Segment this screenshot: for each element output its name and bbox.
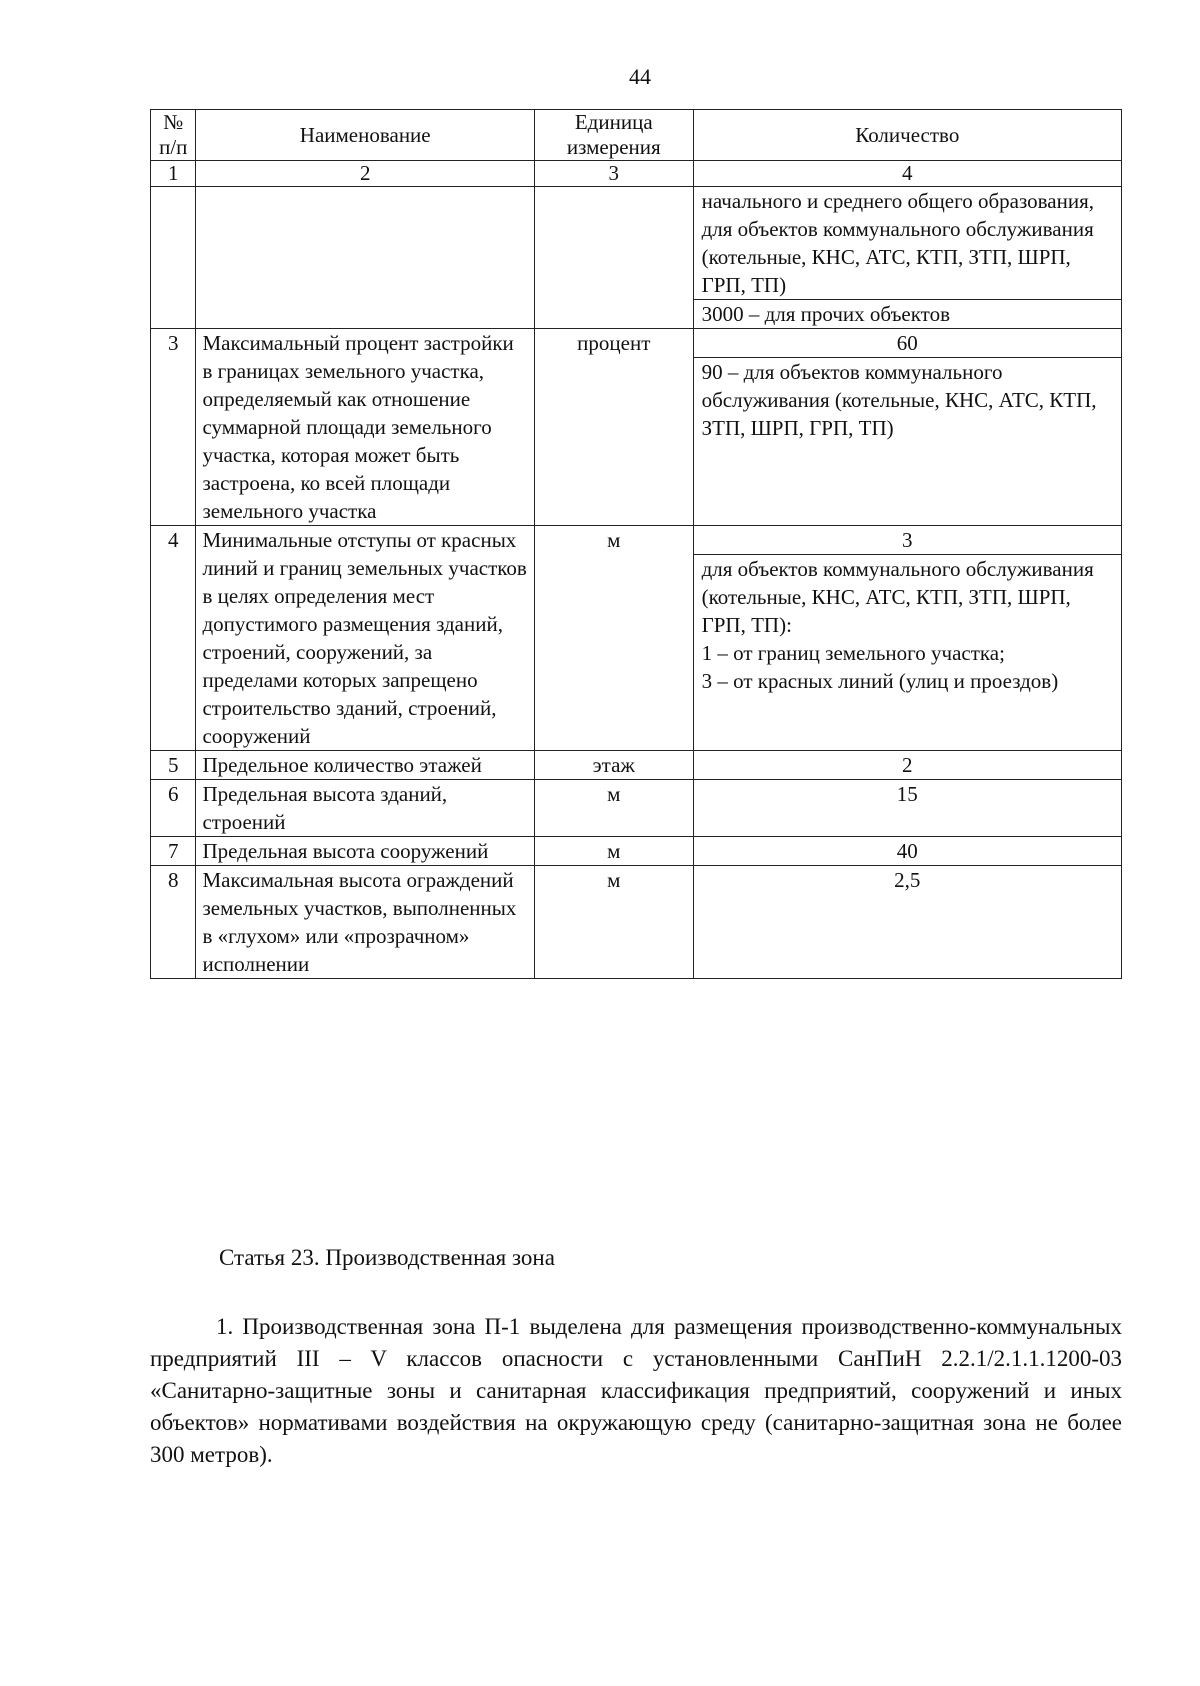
quantity-value: для объектов коммунального обслуживания (котельные, КНС, АТС, КТП, ЗТП, ШРП, ГРП, ТП): 1 – от границ земельного участка; 3 – от красных линий (улиц и проездов): [694, 554, 1121, 695]
header-cell-name: Наименование: [196, 110, 534, 161]
quantity-value: 60: [896, 331, 918, 355]
row-name: Минимальные отступы от красных линий и границ земельных участков в целях определения мест допустимого размещения зданий, строений, сооружений, за пределами которых запрещено строительство зданий, строений, сооружений: [196, 526, 534, 751]
header-cell-number: № п/п: [151, 110, 196, 161]
table-row: [151, 187, 1122, 329]
table-header-row: [151, 110, 1122, 161]
table-column-numbers-row: [151, 161, 1122, 187]
column-number: 4: [693, 161, 1121, 187]
table-row: [151, 526, 1122, 751]
row-name: Максимальный процент застройки в границах земельного участка, определяемый как отношение суммарной площади земельного участка, которая может быть застроена, ко всей площади земельного участка: [196, 329, 534, 526]
row-unit: процент: [534, 329, 693, 526]
body-paragraph: 1. Производственная зона П-1 выделена для размещения производственно-коммунальных предприятий III – V классов опасности с установленными СанПиН 2.2.1/2.1.1.1200-03 «Санитарно-защитные зоны и санитарная классификация предприятий, сооружений и иных объектов» нормативами воздействия на окружающую среду (санитарно-защитная зона не более 300 метров).: [150, 1314, 1122, 1467]
row-number: 8: [151, 866, 196, 979]
quantity-value: начального и среднего общего образования, для объектов коммунального обслуживания (котельные, КНС, АТС, КТП, ЗТП, ШРП, ГРП, ТП): [701, 189, 1094, 297]
row-quantity: 2: [693, 751, 1121, 780]
row-unit: этаж: [534, 751, 693, 780]
row-unit: м: [534, 526, 693, 751]
row-number: 5: [151, 751, 196, 780]
row-name: Максимальная высота ограждений земельных участков, выполненных в «глухом» или «прозрачном» исполнении: [196, 866, 534, 979]
row-name: Предельная высота зданий, строений: [196, 780, 534, 837]
table-row: [151, 837, 1122, 866]
row-name: Предельная высота сооружений: [196, 837, 534, 866]
quantity-value: 3000 – для прочих объектов: [694, 299, 1121, 328]
row-quantity: [693, 329, 1121, 526]
column-number: 2: [196, 161, 534, 187]
page-number: 44: [629, 64, 651, 89]
parameters-table: [150, 109, 1122, 979]
row-number: 7: [151, 837, 196, 866]
row-quantity: 15: [693, 780, 1121, 837]
row-quantity: 2,5: [693, 866, 1121, 979]
quantity-value: 90 – для объектов коммунального обслуживания (котельные, КНС, АТС, КТП, ЗТП, ШРП, ГРП, ТП): [694, 357, 1121, 442]
quantity-value: 3: [902, 528, 913, 552]
row-unit: м: [534, 837, 693, 866]
table-row: [151, 780, 1122, 837]
row-unit: [534, 187, 693, 329]
header-cell-unit: Единица измерения: [534, 110, 693, 161]
row-number: 4: [151, 526, 196, 751]
row-number: [151, 187, 196, 329]
row-number: 3: [151, 329, 196, 526]
table-row: [151, 329, 1122, 526]
row-name: [196, 187, 534, 329]
row-number: 6: [151, 780, 196, 837]
row-unit: м: [534, 780, 693, 837]
row-quantity: [693, 187, 1121, 329]
header-cell-quantity: Количество: [693, 110, 1121, 161]
table-row: [151, 751, 1122, 780]
column-number: 1: [151, 161, 196, 187]
row-name: Предельное количество этажей: [196, 751, 534, 780]
article-heading: Статья 23. Производственная зона: [219, 1245, 555, 1270]
row-quantity: [693, 526, 1121, 751]
row-quantity: 40: [693, 837, 1121, 866]
table-row: [151, 866, 1122, 979]
column-number: 3: [534, 161, 693, 187]
row-unit: м: [534, 866, 693, 979]
